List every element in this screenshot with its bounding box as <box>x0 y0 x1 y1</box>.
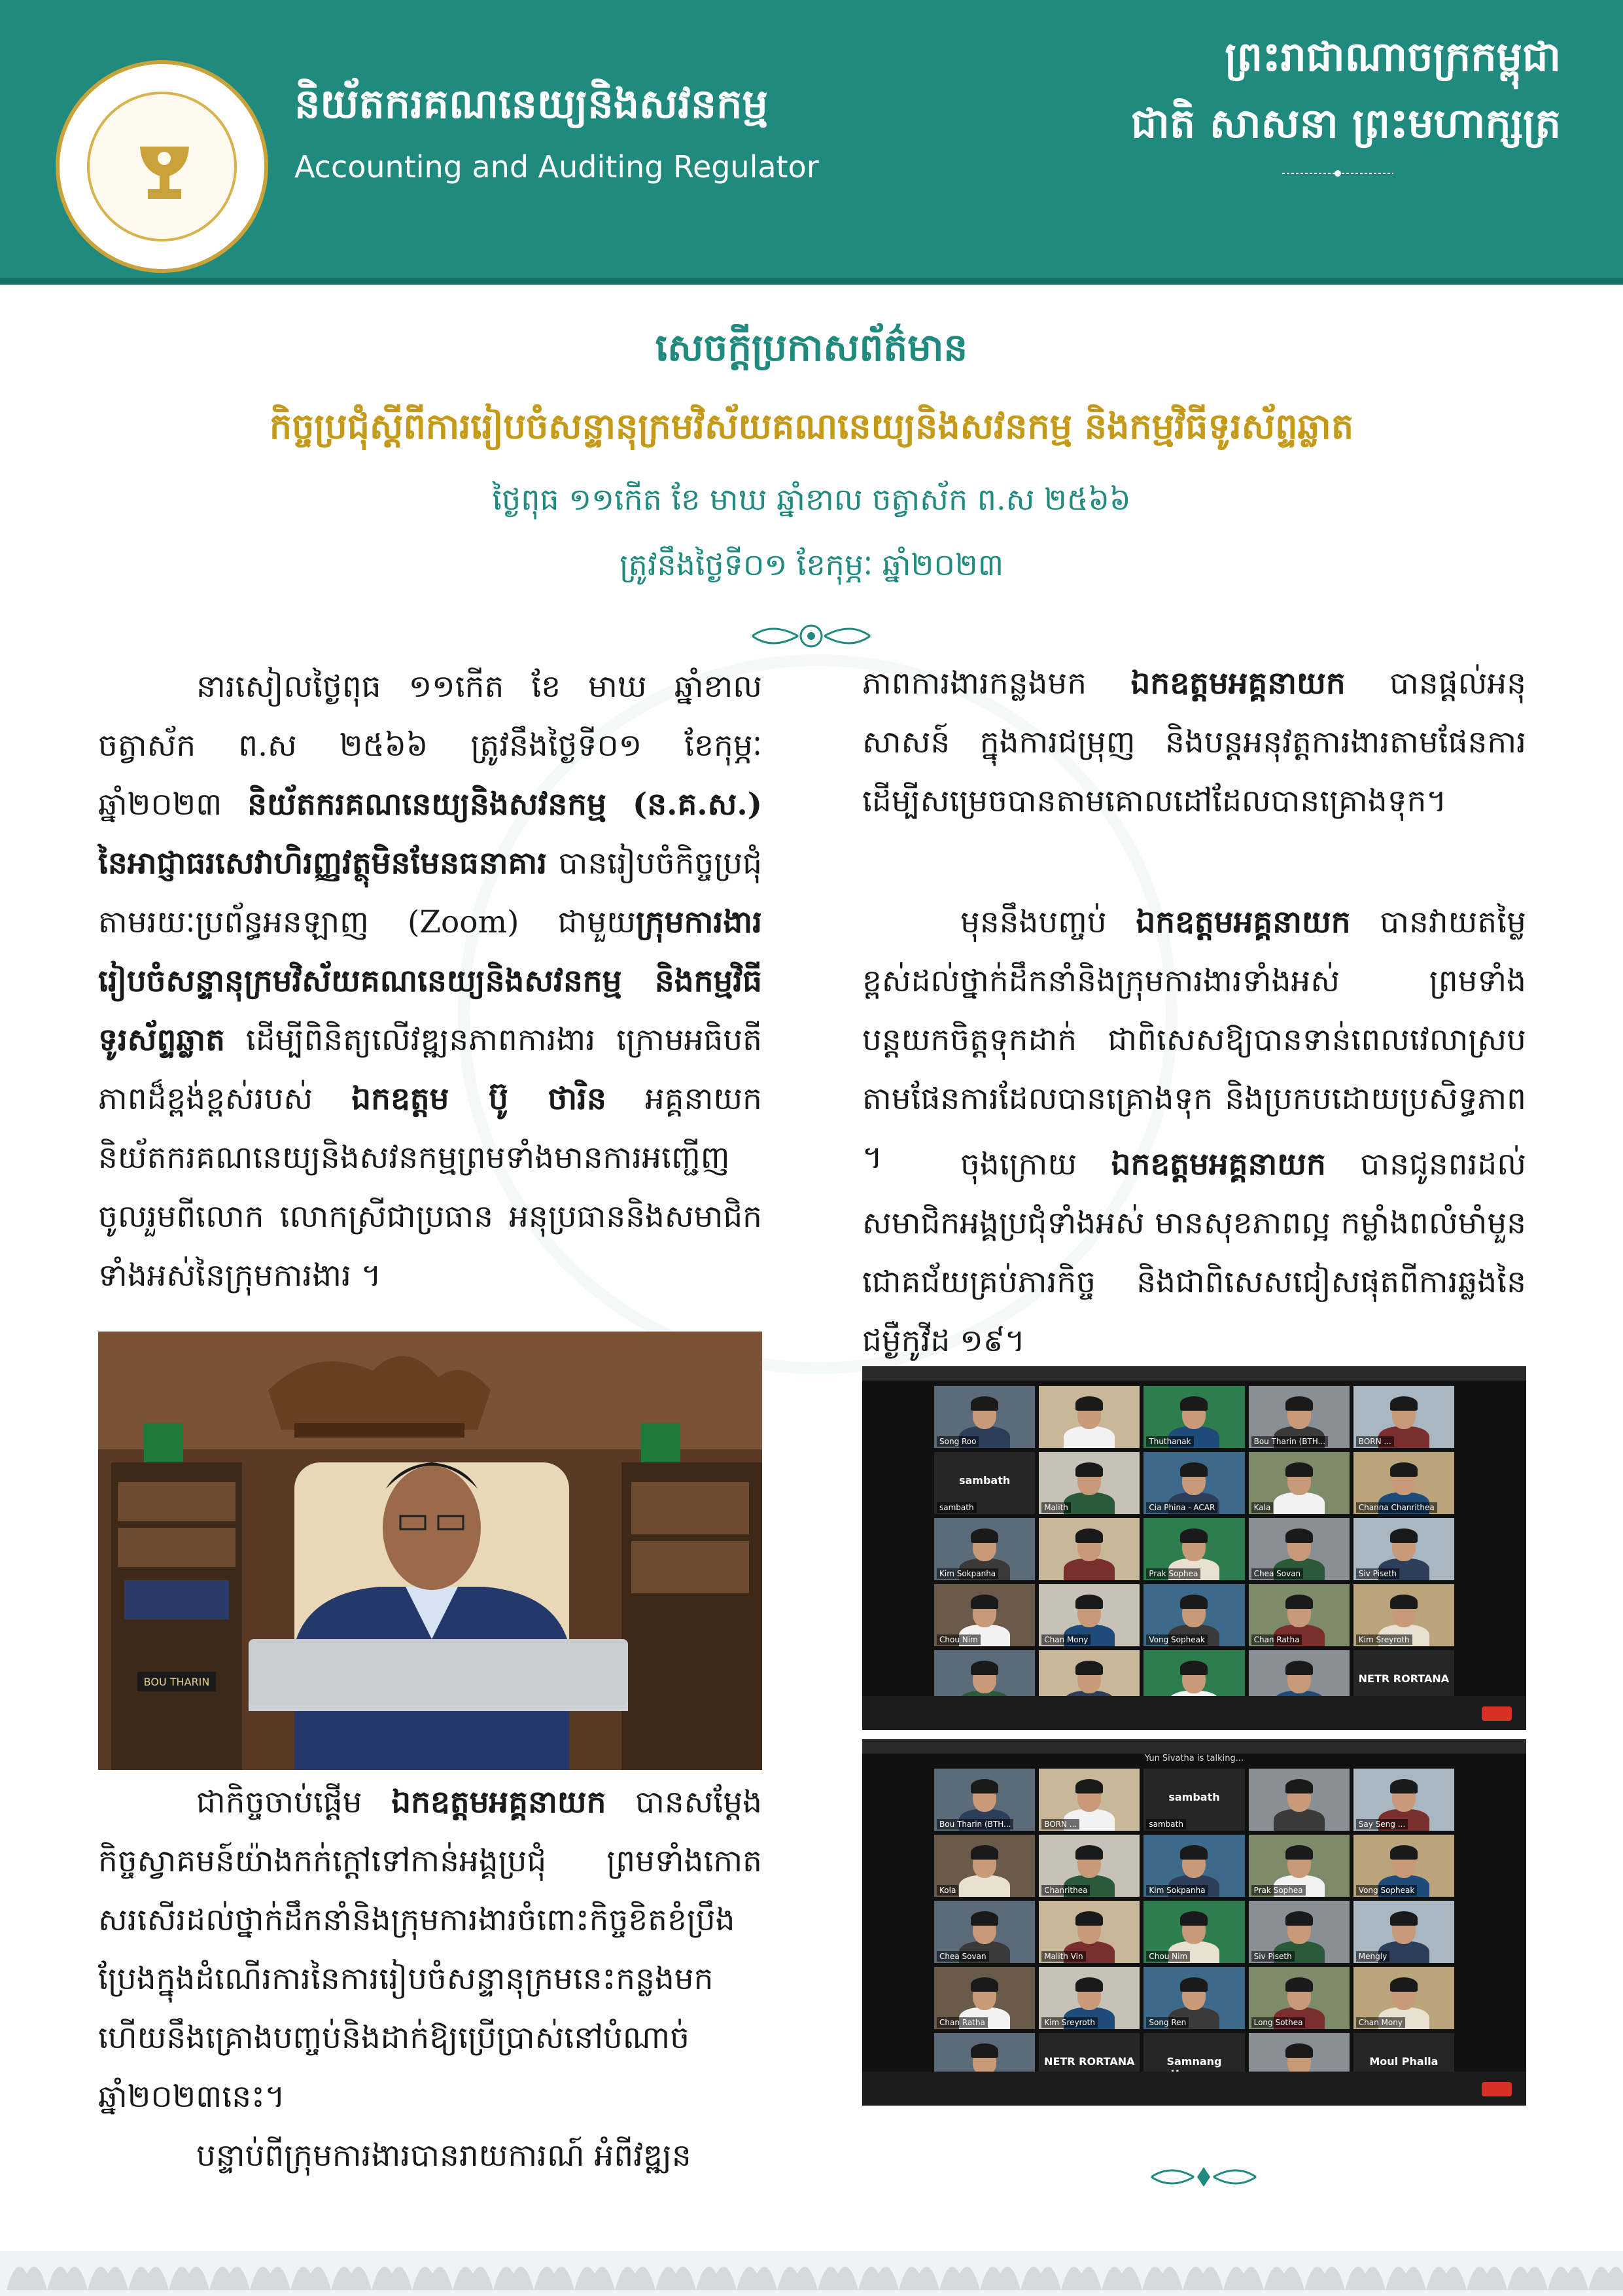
intro-working-group: ក្រុមការងាររៀបចំសន្ទានុក្រមវិស័យគណនេយ្យនិងសវនកម្ម និងកម្មវិធីទូរស័ព្ទឆ្លាត <box>98 904 762 1058</box>
participant-tile <box>1353 1769 1454 1831</box>
ornament-flourish-icon <box>1145 2161 1263 2193</box>
participant-name: Prak Sophea <box>1146 1568 1200 1579</box>
nation-motto: ជាតិ សាសនា ព្រះមហាក្សត្រ <box>1130 99 1561 147</box>
participant-name: Malith <box>1041 1502 1071 1513</box>
participant-name: Siv Piseth <box>1251 1951 1295 1962</box>
participant-tile <box>1039 1769 1140 1831</box>
participant-tile <box>1249 1518 1350 1580</box>
paragraph-intro <box>98 658 762 1305</box>
zoom-participant-grid <box>934 1769 1454 2095</box>
participant-name: Chan Mony <box>1041 1634 1091 1645</box>
participant-name: Chou Nim <box>1146 1951 1190 1962</box>
participant-tile <box>1249 1452 1350 1514</box>
organization-logo <box>56 60 268 273</box>
participant-label: sambath <box>1168 1791 1220 1803</box>
participant-tile <box>1039 1967 1140 2029</box>
participant-tile <box>934 1901 1035 1963</box>
participant-name: Kim Sokpanha <box>1146 1885 1208 1896</box>
participant-name: Long Sothea <box>1251 2017 1306 2028</box>
header-band <box>0 0 1623 278</box>
end-meeting-button <box>1482 2082 1512 2096</box>
participant-tile <box>1143 1901 1244 1963</box>
participant-name: Mengly <box>1356 1951 1389 1962</box>
zoom-toolbar <box>862 1696 1526 1730</box>
intro-purpose-text: ដើម្បីពិនិត្យលើវឌ្ឍនភាពការងារ ក្រោមអធិបតីភាពដ៏ខ្ពង់ខ្ពស់របស់ <box>98 1022 762 1117</box>
participant-label: Moul Phalla <box>1369 2055 1439 2068</box>
director-general-photo <box>98 1332 762 1770</box>
participant-tile <box>1039 1386 1140 1448</box>
intro-date-text: នារសៀលថ្ងៃពុធ ១១កើត ខែ មាឃ ឆ្នាំខាល ចត្វាស័ក ព.ស ២៥៦៦ ត្រូវនឹងថ្ងៃទី០១ ខែកុម្ភៈ ឆ្នាំ២០២៣ <box>98 669 762 822</box>
participant-tile <box>1143 1386 1244 1448</box>
participant-tile <box>1039 1452 1140 1514</box>
active-speaker-banner: Yun Sivatha is talking... <box>1144 1754 1244 1763</box>
participant-name: Chea Sovan <box>937 1951 989 1962</box>
ornament-flourish-icon <box>739 616 883 656</box>
opening-lead: ជាកិច្ចចាប់ផ្តើម <box>196 1784 392 1820</box>
ornament-divider-icon <box>1282 169 1393 178</box>
participant-tile <box>1353 1452 1454 1514</box>
opening-text: បានសម្តែងកិច្ចស្វាគមន៍យ៉ាងកក់ក្តៅទៅកាន់អង្គប្រជុំ ព្រមទាំងកោតសរសើរដល់ថ្នាក់ដឹកនាំនិងក្រុមការងារចំពោះកិច្ចខិតខំប្រឹងប្រែងក្នុងដំណើរការនៃការរៀបចំសន្ទានុក្រមនេះកន្លងមក ហើយនឹងគ្រោងបញ្ចប់និងដាក់ឱ្យប្រើប្រាស់នៅបំណាច់ឆ្នាំ២០២៣នេះ។ <box>98 1784 762 2115</box>
meeting-title: កិច្ចប្រជុំស្តីពីការរៀបចំសន្ទានុក្រមវិស័យគណនេយ្យនិងសវនកម្ម និងកម្មវិធីទូរស័ព្ទឆ្លាត <box>269 405 1354 447</box>
participant-tile <box>1143 1452 1244 1514</box>
closing-lead: មុននឹងបញ្ចប់ <box>960 904 1136 940</box>
participant-tile <box>1353 1518 1454 1580</box>
participant-tile <box>934 1835 1035 1897</box>
participant-tile <box>1353 1584 1454 1646</box>
solar-date: ត្រូវនឹងថ្ងៃទី០១ ខែកុម្ភៈ ឆ្នាំ២០២៣ <box>619 547 1004 582</box>
zoom-title-bar <box>862 1366 1526 1381</box>
final-text: បានជូនពរដល់សមាជិកអង្គប្រជុំទាំងអស់ មានសុខភាពល្អ កម្លាំងពលំមាំមួន ជោគជ័យគ្រប់ភារកិច្ច និងជាពិសេសជៀសផុតពីការឆ្លងនៃជម្ងឺកូវីដ ១៩។ <box>862 1146 1526 1359</box>
participant-name: BORN ... <box>1041 1819 1079 1829</box>
report-start-text: បន្ទាប់ពីក្រុមការងារបានរាយការណ៍ អំពីវឌ្ឍន <box>196 2138 691 2174</box>
participant-tile <box>934 1967 1035 2029</box>
participant-tile <box>934 1452 1035 1514</box>
participant-tile <box>1143 1967 1244 2029</box>
participant-tile <box>1353 1835 1454 1897</box>
participant-label: NETR RORTANA <box>1044 2055 1135 2068</box>
closing-dg-title: ឯកឧត្តមអគ្គនាយក <box>1136 904 1351 940</box>
zoom-title-bar <box>862 1739 1526 1754</box>
participant-name: BORN ... <box>1356 1436 1394 1447</box>
participant-name: Channa Chanrithea <box>1356 1502 1437 1513</box>
paragraph-final-wishes <box>862 1135 1526 1371</box>
intro-meeting-text: បានរៀបចំកិច្ចប្រជុំតាមរយៈប្រព័ន្ធអនឡាញ (Zoom) ជាមួយ <box>98 845 762 940</box>
participant-tile <box>1353 1901 1454 1963</box>
participant-tile <box>1039 1518 1140 1580</box>
zoom-meeting-screenshot-1 <box>862 1366 1526 1730</box>
final-lead: ចុងក្រោយ <box>960 1146 1111 1182</box>
participant-label: NETR RORTANA <box>1358 1672 1450 1685</box>
participant-tile <box>934 1769 1035 1831</box>
participant-name: Chanrithea <box>1041 1885 1090 1896</box>
desk-nameplate: BOU THARIN <box>143 1676 210 1688</box>
participant-tile <box>1143 1769 1244 1831</box>
intro-attendance-text: អគ្គនាយកនិយ័តករគណនេយ្យនិងសវនកម្មព្រមទាំងមានការអញ្ជើញចូលរួមពីលោក លោកស្រីជាប្រធាន អនុប្រធាននិងសមាជិកទាំងអស់នៃក្រុមការងារ ។ <box>98 1081 762 1294</box>
participant-name: sambath <box>937 1502 977 1513</box>
participant-tile <box>1249 1967 1350 2029</box>
zoom-toolbar <box>862 2072 1526 2106</box>
participant-name: Kala <box>1251 1502 1274 1513</box>
participant-name: Siv Piseth <box>1356 1568 1399 1579</box>
participant-name: Bou Tharin (BTH... <box>1251 1436 1328 1447</box>
participant-name: Thuthanak <box>1146 1436 1193 1447</box>
participant-tile <box>1039 1901 1140 1963</box>
participant-name: Kim Sreyroth <box>1356 1634 1412 1645</box>
zoom-meeting-screenshot-2 <box>862 1739 1526 2106</box>
participant-name: Kim Sokpanha <box>937 1568 998 1579</box>
participant-name: Chan Ratha <box>937 2017 988 2028</box>
participant-name: Malith Vin <box>1041 1951 1085 1962</box>
closing-text: បានវាយតម្លៃខ្ពស់ដល់ថ្នាក់ដឹកនាំនិងក្រុមការងារទាំងអស់ ព្រមទាំងបន្តយកចិត្តទុកដាក់ ជាពិសេសឱ្យបានទាន់ពេលវេលាស្របតាមផែនការដែលបានគ្រោងទុក និងប្រកបដោយប្រសិទ្ធភាព ។ <box>862 904 1526 1176</box>
participant-name: Vong Sopheak <box>1146 1634 1208 1645</box>
intro-organization: និយ័តករគណនេយ្យនិងសវនកម្ម (ន.គ.ស.) នៃអាជ្ញាធរសេវាហិរញ្ញវត្ថុមិនមែនធនាគារ <box>98 786 762 881</box>
trophy-icon <box>130 140 199 205</box>
participant-name: Chou Nim <box>937 1634 981 1645</box>
participant-tile <box>934 1518 1035 1580</box>
end-meeting-button <box>1482 1706 1512 1721</box>
participant-name: Chan Mony <box>1356 2017 1405 2028</box>
participant-tile <box>1249 1584 1350 1646</box>
participant-label: sambath <box>958 1474 1011 1487</box>
final-dg-title: ឯកឧត្តមអគ្គនាយក <box>1111 1146 1326 1182</box>
participant-label: Samnang <box>1166 2055 1222 2068</box>
participant-tile <box>1353 1967 1454 2029</box>
participant-tile <box>934 1386 1035 1448</box>
header-divider <box>0 278 1623 285</box>
lunar-date: ថ្ងៃពុធ ១១កើត ខែ មាឃ ឆ្នាំខាល ចត្វាស័ក ព.ស ២៥៦៦ <box>492 482 1131 517</box>
participant-name: Kim Sreyroth <box>1041 2017 1098 2028</box>
participant-tile <box>1249 1769 1350 1831</box>
opening-dg-title: ឯកឧត្តមអគ្គនាយក <box>391 1784 606 1820</box>
org-name-khmer: និយ័តករគណនេយ្យនិងសវនកម្ម <box>294 80 768 128</box>
participant-tile <box>1143 1584 1244 1646</box>
participant-name: Say Seng ... <box>1356 1819 1408 1829</box>
participant-name: Kola <box>937 1885 958 1896</box>
participant-name: Prak Sophea <box>1251 1885 1306 1896</box>
participant-tile <box>1353 1386 1454 1448</box>
participant-name: Chan Ratha <box>1251 1634 1302 1645</box>
participant-tile <box>1039 1584 1140 1646</box>
report-continued-text: ភាពការងារកន្លងមក <box>862 665 1131 701</box>
paragraph-opening <box>98 1773 762 2127</box>
participant-tile <box>934 1584 1035 1646</box>
report-recommendation-text: បានផ្តល់អនុសាសន៍ ក្នុងការជម្រុញ និងបន្តអនុវត្តការងារតាមផែនការ ដើម្បីសម្រេចបានតាមគោលដៅដែលបានគ្រោងទុក។ <box>862 665 1526 819</box>
paragraph-report-start <box>98 2127 762 2185</box>
participant-name: Chea Sovan <box>1251 1568 1304 1579</box>
participant-tile <box>1249 1835 1350 1897</box>
participant-tile <box>1249 1386 1350 1448</box>
org-name-english: Accounting and Auditing Regulator <box>294 149 819 185</box>
intro-chair-name: ឯកឧត្តម ប៊ូ ថារិន <box>351 1081 606 1117</box>
participant-name: sambath <box>1146 1819 1186 1829</box>
kingdom-motto: ព្រះរាជាណាចក្រកម្ពុជា <box>1225 33 1561 80</box>
zoom-participant-grid <box>934 1386 1454 1712</box>
participant-tile <box>1039 1835 1140 1897</box>
participant-tile <box>1143 1835 1244 1897</box>
participant-tile <box>1143 1518 1244 1580</box>
participant-name: Vong Sopheak <box>1356 1885 1418 1896</box>
participant-name: Cia Phina - ACAR <box>1146 1502 1217 1513</box>
paragraph-report-continued <box>862 654 1526 831</box>
report-dg-title: ឯកឧត្តមអគ្គនាយក <box>1130 665 1346 701</box>
decorative-border-strip <box>0 2251 1623 2296</box>
participant-name: Song Roo <box>937 1436 979 1447</box>
participant-name: Song Ren <box>1146 2017 1189 2028</box>
participant-name: Bou Tharin (BTH... <box>937 1819 1013 1829</box>
participant-tile <box>1249 1901 1350 1963</box>
press-release-heading: សេចក្តីប្រកាសព័ត៌មាន <box>655 325 968 370</box>
